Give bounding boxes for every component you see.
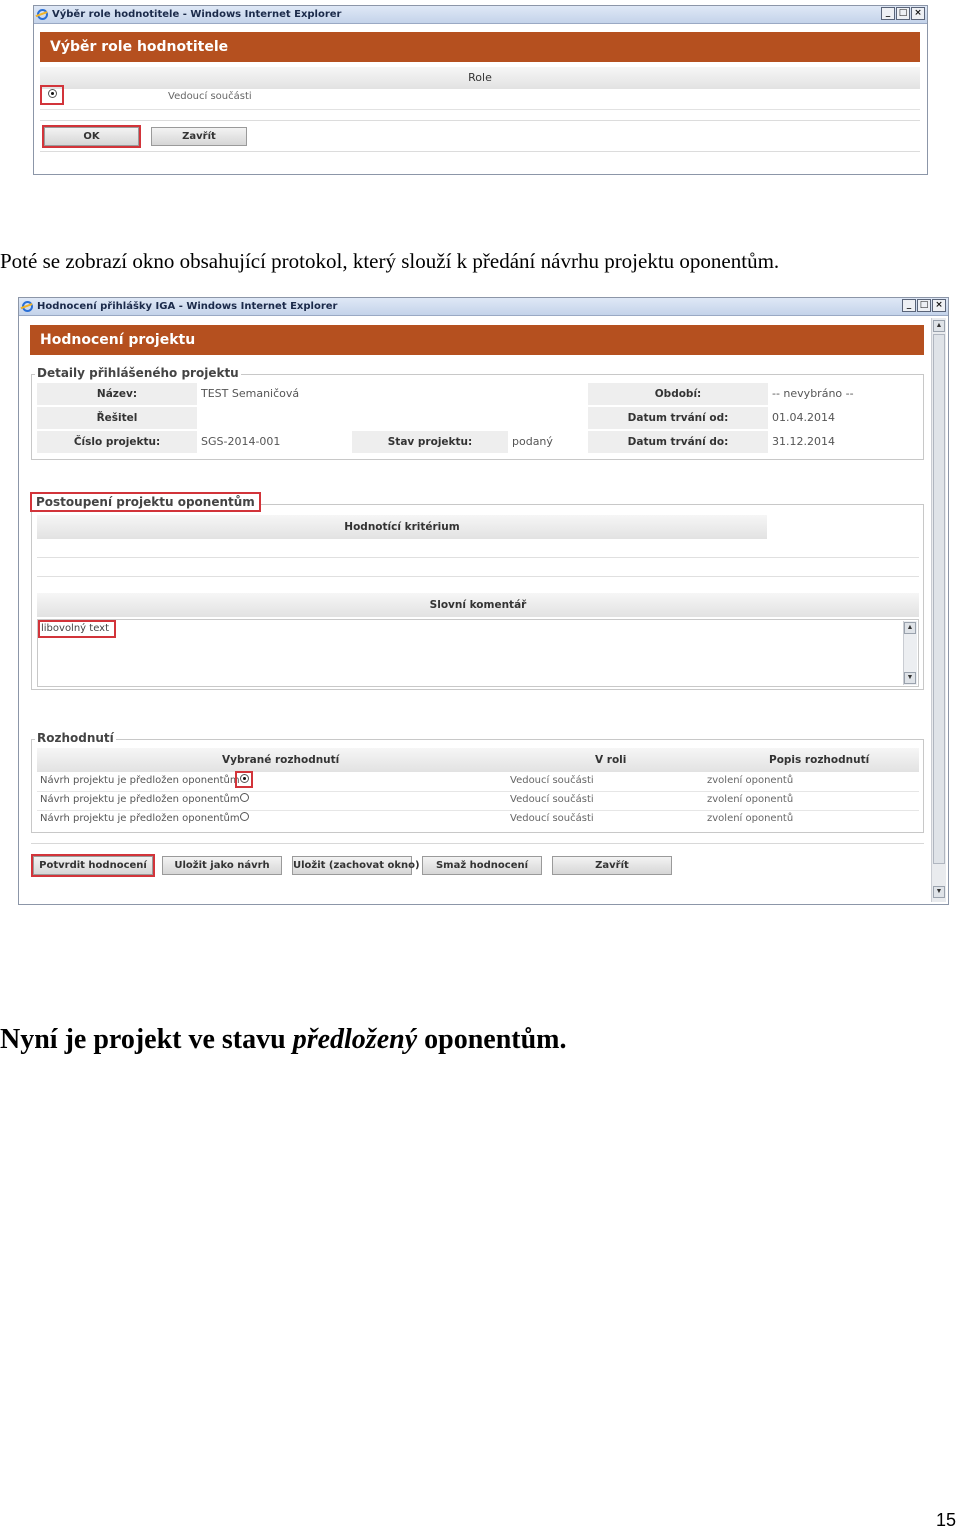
stav-value: podaný [512, 435, 553, 448]
window-controls [902, 299, 946, 312]
instruction-text: Poté se zobrazí okno obsahující protokol, který slouží k předání návrhu projektu oponentům. [0, 249, 780, 273]
decision-radio-wrapper[interactable] [237, 773, 251, 786]
ok-button[interactable]: OK [44, 127, 139, 146]
page-title: Výběr role hodnotitele [40, 32, 920, 62]
internet-explorer-icon [22, 301, 33, 312]
role-header-label: Role [468, 71, 492, 84]
column-header-description: Popis rozhodnutí [769, 754, 870, 766]
decision-text: Návrh projektu je předložen oponentům [40, 775, 240, 786]
project-evaluation-window [18, 297, 949, 905]
window-controls [881, 7, 925, 20]
resitel-label: Řešitel [37, 407, 197, 429]
column-header-role: V roli [595, 754, 627, 766]
decision-text: Návrh projektu je předložen oponentům [40, 794, 240, 805]
decision-radio[interactable] [240, 812, 249, 821]
role-value: Vedoucí součásti [168, 91, 252, 102]
page-title: Hodnocení projektu [30, 325, 924, 355]
datum-do-value: 31.12.2014 [772, 435, 835, 448]
role-selection-window [33, 5, 928, 175]
cislo-label: Číslo projektu: [37, 431, 197, 453]
divider [40, 120, 920, 121]
comment-scroll-down-icon[interactable]: ▼ [904, 672, 916, 684]
scroll-up-arrow-icon[interactable]: ▲ [933, 320, 945, 332]
decision-table-header [37, 748, 919, 772]
role-text: Vedoucí součásti [510, 775, 594, 786]
close-window-button[interactable]: × [932, 299, 946, 312]
window-titlebar [19, 298, 948, 316]
minimize-button[interactable]: _ [902, 299, 916, 312]
decision-row[interactable] [37, 773, 919, 792]
description-text: zvolení oponentů [707, 775, 794, 786]
vertical-scrollbar[interactable] [931, 318, 946, 902]
minimize-button[interactable]: _ [881, 7, 895, 20]
stav-label: Stav projektu: [352, 431, 508, 453]
status-text-tail: oponentům. [417, 1024, 567, 1055]
datum-od-label: Datum trvání od: [588, 407, 768, 429]
obdobi-value: -- nevybráno -- [772, 387, 854, 400]
window-titlebar [34, 6, 927, 24]
scroll-thumb[interactable] [933, 334, 945, 864]
close-button[interactable]: Zavřít [151, 127, 247, 146]
save-draft-button[interactable]: Uložit jako návrh [162, 856, 282, 875]
maximize-button[interactable]: □ [917, 299, 931, 312]
criteria-header [37, 515, 767, 539]
role-radio[interactable] [48, 89, 57, 98]
description-text: zvolení oponentů [707, 813, 794, 824]
window-title: Hodnocení přihlášky IGA - Windows Internet Explorer [37, 301, 338, 312]
comment-scroll-up-icon[interactable]: ▲ [904, 622, 916, 634]
role-text: Vedoucí součásti [510, 794, 594, 805]
decision-radio-wrapper[interactable] [237, 792, 251, 805]
decision-radio[interactable] [240, 793, 249, 802]
save-keep-window-button[interactable]: Uložit (zachovat okno) [292, 856, 412, 875]
comment-text[interactable]: libovolný text [40, 622, 114, 636]
decision-radio-wrapper[interactable] [237, 811, 251, 824]
cislo-value: SGS-2014-001 [201, 435, 281, 448]
datum-do-label: Datum trvání do: [588, 431, 768, 453]
comment-header-label: Slovní komentář [429, 599, 527, 611]
divider [40, 151, 920, 152]
obdobi-label: Období: [588, 383, 768, 405]
status-text-lead: Nyní je projekt ve stavu [0, 1024, 293, 1055]
column-header-decision: Vybrané rozhodnutí [222, 754, 340, 766]
confirm-evaluation-button[interactable]: Potvrdit hodnocení [33, 856, 153, 875]
page-number: 15 [935, 1510, 956, 1530]
referral-legend: Postoupení projektu oponentům [32, 494, 259, 510]
nazev-value: TEST Semaničová [201, 387, 300, 400]
datum-od-value: 01.04.2014 [772, 411, 835, 424]
decision-row[interactable] [37, 792, 919, 811]
project-details-legend: Detaily přihlášeného projektu [37, 366, 239, 380]
status-text [0, 1024, 567, 1056]
criteria-empty-row [37, 557, 919, 577]
decision-radio[interactable] [240, 774, 249, 783]
decision-section [31, 739, 924, 833]
close-window-button[interactable]: × [911, 7, 925, 20]
criteria-header-label: Hodnotící kritérium [344, 521, 460, 533]
internet-explorer-icon [37, 9, 48, 20]
scroll-down-arrow-icon[interactable]: ▼ [933, 886, 945, 898]
comment-scrollbar[interactable] [903, 621, 917, 685]
decision-text: Návrh projektu je předložen oponentům [40, 813, 240, 824]
status-text-state: předložený [292, 1024, 418, 1055]
delete-evaluation-button[interactable]: Smaž hodnocení [422, 856, 542, 875]
nazev-label: Název: [37, 383, 197, 405]
comment-header [37, 593, 919, 617]
decision-row[interactable] [37, 811, 919, 829]
description-text: zvolení oponentů [707, 794, 794, 805]
window-title: Výběr role hodnotitele - Windows Internet Explorer [52, 9, 342, 20]
role-radio-wrapper[interactable] [42, 87, 62, 103]
comment-textarea[interactable] [37, 619, 919, 687]
referral-section [31, 504, 924, 690]
decision-legend: Rozhodnutí [37, 731, 114, 745]
role-column-header [40, 67, 920, 89]
project-details-section [31, 374, 924, 460]
role-row[interactable] [40, 89, 920, 110]
close-button[interactable]: Zavřít [552, 856, 672, 875]
role-text: Vedoucí součásti [510, 813, 594, 824]
maximize-button[interactable]: □ [896, 7, 910, 20]
button-bar-divider [31, 843, 924, 844]
